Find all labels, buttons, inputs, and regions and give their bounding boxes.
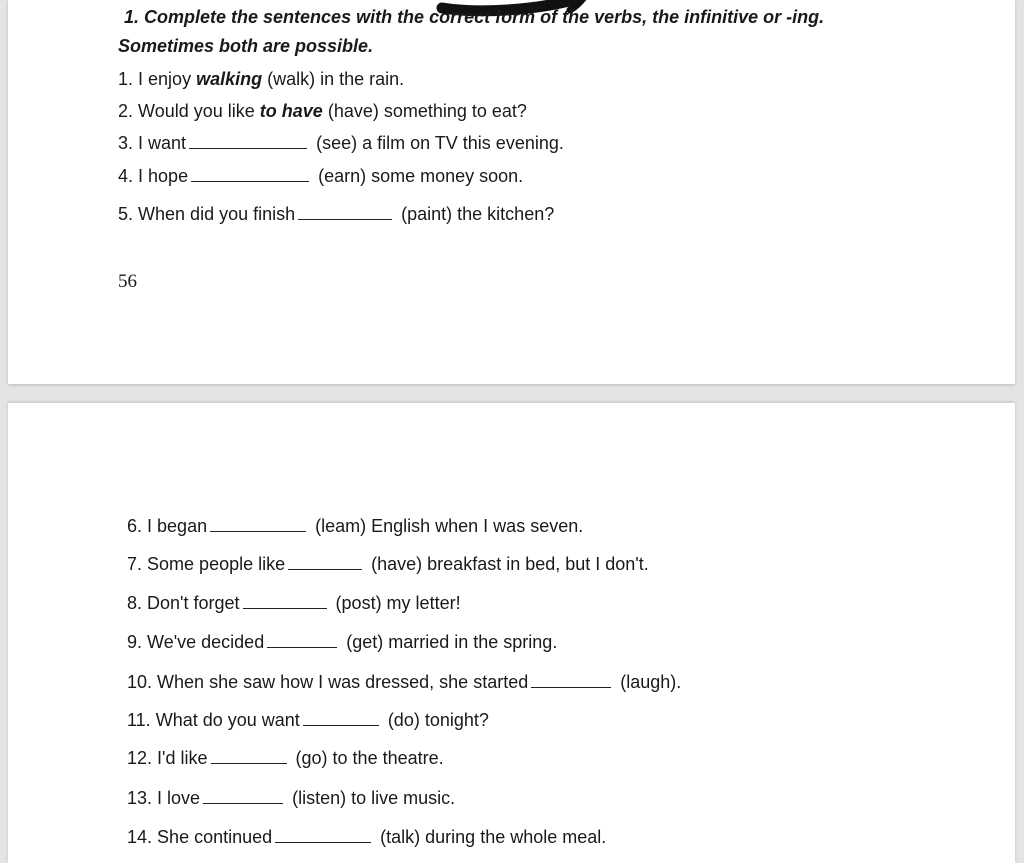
worksheet-page-56 — [8, 0, 1015, 384]
answer-blank[interactable] — [243, 592, 327, 609]
answer-text: walking — [196, 69, 263, 89]
answer-blank[interactable] — [275, 826, 371, 843]
answer-blank[interactable] — [298, 203, 392, 220]
exercise-item-2: 2. Would you like to have (have) something to eat? — [118, 101, 527, 121]
answer-blank[interactable] — [303, 709, 379, 726]
exercise-item-7: 7. Some people like (have) breakfast in bed, but I don't. — [127, 554, 649, 574]
exercise-item-3: 3. I want (see) a film on TV this evening. — [118, 133, 564, 153]
exercise-item-10: 10. When she saw how I was dressed, she started (laugh). — [127, 672, 682, 692]
answer-blank[interactable] — [210, 515, 306, 532]
answer-blank[interactable] — [203, 787, 283, 804]
exercise-item-12: 12. I'd like (go) to the theatre. — [127, 748, 444, 768]
answer-blank[interactable] — [211, 747, 287, 764]
exercise-item-13: 13. I love (listen) to live music. — [127, 788, 456, 808]
exercise-item-9: 9. We've decided (get) married in the spring. — [127, 632, 558, 652]
exercise-item-1: 1. I enjoy walking (walk) in the rain. — [118, 69, 405, 89]
answer-blank[interactable] — [288, 553, 362, 570]
answer-blank[interactable] — [531, 671, 611, 688]
exercise-item-8: 8. Don't forget (post) my letter! — [127, 593, 461, 613]
exercise-item-4: 4. I hope (earn) some money soon. — [118, 166, 524, 186]
exercise-item-14: 14. She continued (talk) during the whole meal. — [127, 827, 607, 847]
answer-text: to have — [259, 101, 323, 121]
exercise-item-5: 5. When did you finish (paint) the kitchen? — [118, 204, 555, 224]
page-number: 56 — [118, 271, 137, 292]
instruction-line-2: Sometimes both are possible. — [118, 36, 374, 56]
answer-blank[interactable] — [191, 165, 309, 182]
answer-blank[interactable] — [189, 132, 307, 149]
answer-blank[interactable] — [267, 631, 337, 648]
worksheet-page-57 — [8, 403, 1015, 863]
instruction-line-1: 1. Complete the sentences with the correct form of the verbs, the infinitive or -ing. — [124, 7, 825, 27]
exercise-item-11: 11. What do you want (do) tonight? — [127, 710, 489, 730]
exercise-item-6: 6. I began (leam) English when I was seven. — [127, 516, 584, 536]
